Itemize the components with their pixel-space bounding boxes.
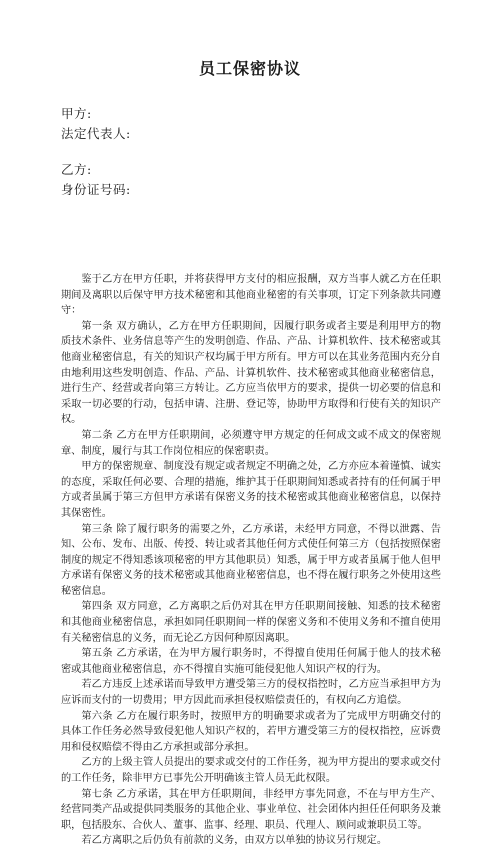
paragraph-article-2: 第二条 乙方在甲方任职期间，必须遵守甲方规定的任何成文或不成文的保密规章、制度，履行与其工作岗位相应的保密职责。 [61,429,441,457]
paragraph-article-4: 第四条 双方同意，乙方离职之后仍对其在甲方任职期间接触、知悉的技术秘密和其他商业秘密信息，承担如同任职期间一样的保密义务和不使用义务和不擅自使用有关秘密信息的义务，而无论乙方因何种原因离职。 [61,601,441,644]
party-b-label: 乙方: [61,162,92,177]
paragraph-article-6: 第六条 乙方在履行职务时，按照甲方的明确要求或者为了完成甲方明确交付的具体工作任务必然导致侵犯他人知识产权的，若甲方遭受第三方的侵权指控，应诉费用和侵权赔偿不得由乙方承担或部分承担。 [61,710,441,753]
paragraph-article-5-supplement: 若乙方违反上述承诺而导致甲方遭受第三方的侵权指控时，乙方应当承担甲方为应诉而支付的一切费用；甲方因此而承担侵权赔偿责任的，有权向乙方追偿。 [61,679,441,707]
agreement-body [61,272,441,849]
id-number-label: 身份证号码: [61,182,131,197]
legal-representative-label: 法定代表人: [61,126,131,141]
paragraph-article-6-supplement: 乙方的上级主管人员提出的要求或交付的工作任务，视为甲方提出的要求或交付的工作任务，除非甲方已事先公开明确该主管人员无此权限。 [61,757,441,784]
paragraph-article-1: 第一条 双方确认，乙方在甲方任职期间，因履行职务或者主要是利用甲方的物质技术条件、业务信息等产生的发明创造、作品、产品、计算机软件、技术秘密或其他商业秘密信息，有关的知识产权均属于甲方所有。甲方可以在其业务范围内充分自由地利用这些发明创造、作品、产品、计算机软件、技术秘密或其他商业秘密信息，进行生产、经营或者向第三方转让。乙方应当依甲方的要求，提供一切必要的信息和采取一切必要的行动，包括申请、注册、登记等，协助甲方取得和行使有关的知识产权。 [61,320,441,426]
paragraph-article-5: 第五条 乙方承诺，在为甲方履行职务时，不得擅自使用任何属于他人的技术秘密或其他商业秘密信息，亦不得擅自实施可能侵犯他人知识产权的行为。 [61,648,441,675]
paragraph-article-7: 第七条 乙方承诺，其在甲方任职期间，非经甲方事先同意，不在与甲方生产、经营同类产品或提供同类服务的其他企业、事业单位、社会团体内担任任何职务及兼职，包括股东、合伙人、董事、监事、经理、职员、代理人、顾问或兼职员工等。 [61,788,441,831]
party-a-label: 甲方: [61,106,92,121]
document-title: 员工保密协议 [198,59,301,78]
paragraph-article-3: 第三条 除了履行职务的需要之外，乙方承诺，未经甲方同意，不得以泄露、告知、公布、发布、出版、传授、转让或者其他任何方式使任何第三方（包括按照保密制度的规定不得知悉该项秘密的甲方其他职员）知悉，属于甲方或者虽属于他人但甲方承诺有保密义务的技术秘密或其他商业秘密信息，也不得在履行职务之外使用这些秘密信息。 [61,523,441,597]
paragraph-article-2-supplement: 甲方的保密规章、制度没有规定或者规定不明确之处，乙方亦应本着谨慎、诚实的态度，采取任何必要、合理的措施，维护其于任职期间知悉或者持有的任何属于甲方或者虽属于第三方但甲方承诺有保密义务的技术秘密或其他商业秘密信息，以保持其保密性。 [61,461,441,519]
paragraph-preamble: 鉴于乙方在甲方任职，并将获得甲方支付的相应报酬，双方当事人就乙方在任职期间及离职以后保守甲方技术秘密和其他商业秘密的有关事项，订定下列条款共同遵守： [61,274,441,317]
paragraph-article-7-supplement: 若乙方离职之后仍负有前款的义务，由双方以单独的协议另行规定。 [81,835,388,847]
